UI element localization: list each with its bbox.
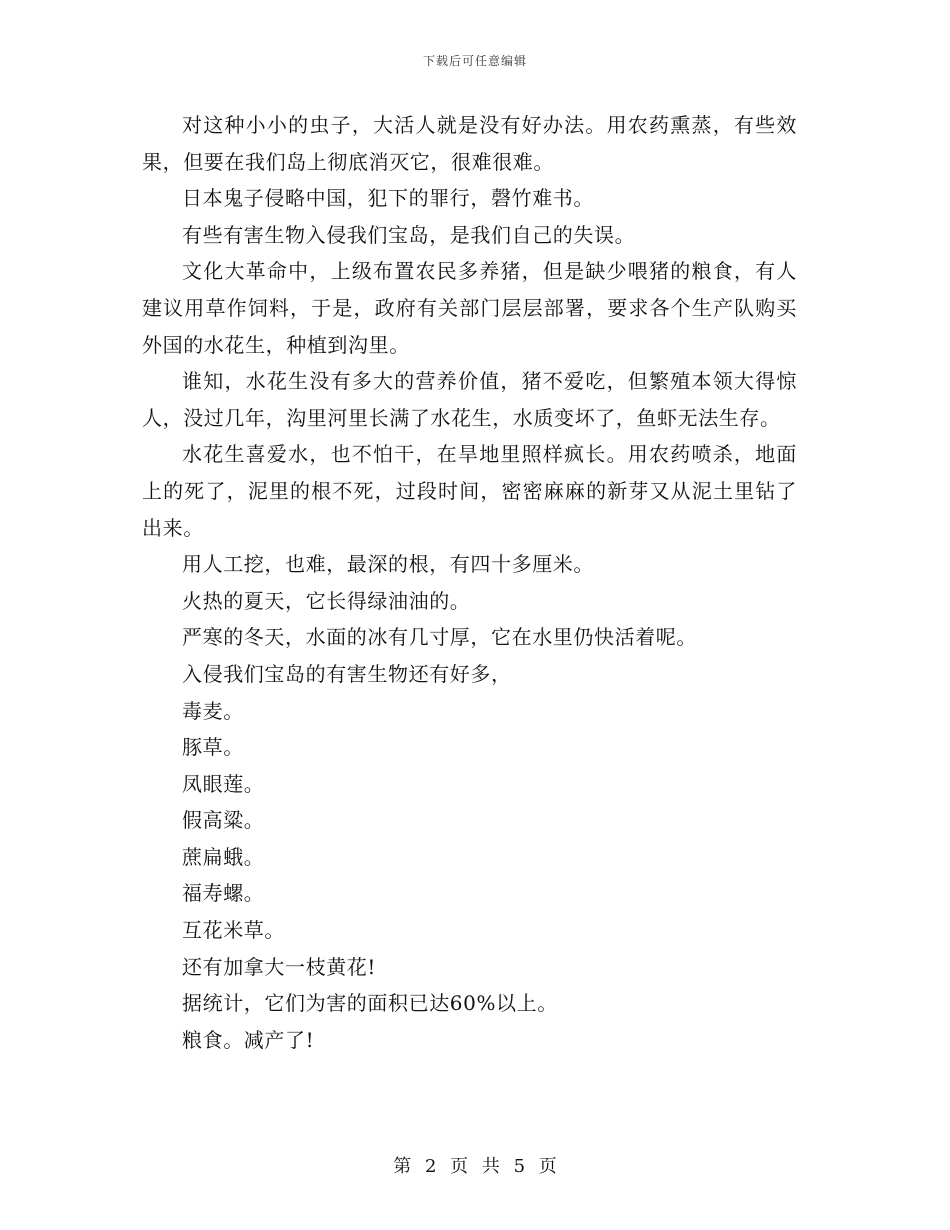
paragraph: 据统计，它们为害的面积已达60%以上。 [182,991,558,1016]
paragraph: 火热的夏天，它长得绿油油的。 [182,588,471,613]
paragraph: 粮食。减产了! [182,1027,315,1052]
paragraph: 用人工挖，也难，最深的根，有四十多厘米。 [182,552,594,577]
page-label-suffix: 页 [538,1156,557,1177]
paragraph: 互花米草。 [182,918,285,943]
page-footer [0,1152,950,1178]
paragraph: 豚草。 [182,735,244,760]
paragraph: 严寒的冬天，水面的冰有几寸厚，它在水里仍快活着呢。 [182,625,697,650]
paragraph: 有些有害生物入侵我们宝岛，是我们自己的失误。 [182,222,636,247]
paragraph: 入侵我们宝岛的有害生物还有好多， [182,661,512,686]
page-label-mid: 页 [450,1156,469,1177]
paragraph: 假高粱。 [182,808,265,833]
document-body [142,107,797,1058]
paragraph: 水花生喜爱水，也不怕干，在旱地里照样疯长。用农药喷杀，地面上的死了，泥里的根不死，过段时间，密密麻麻的新芽又从泥土里钻了出来。 [142,442,797,540]
paragraph: 凤眼莲。 [182,771,265,796]
total-pages-number: 5 [513,1156,526,1177]
paragraph: 谁知，水花生没有多大的营养价值，猪不爱吃，但繁殖本领大得惊人，没过几年，沟里河里长满了水花生，水质变坏了，鱼虾无法生存。 [142,369,797,430]
paragraph: 福寿螺。 [182,881,265,906]
page-label-prefix: 第 [393,1156,412,1177]
paragraph: 文化大革命中，上级布置农民多养猪，但是缺少喂猪的粮食，有人建议用草作饲料，于是，政府有关部门层层部署，要求各个生产队购买外国的水花生，种植到沟里。 [142,259,797,357]
paragraph: 毒麦。 [182,698,244,723]
total-label: 共 [481,1156,500,1177]
paragraph: 日本鬼子侵略中国，犯下的罪行，磬竹难书。 [182,186,594,211]
page-header: 下载后可任意编辑 [422,54,527,68]
paragraph: 对这种小小的虫子，大活人就是没有好办法。用农药熏蒸，有些效果，但要在我们岛上彻底消灭它，很难很难。 [142,113,797,174]
paragraph: 蔗扁蛾。 [182,844,265,869]
paragraph: 还有加拿大一枝黄花! [182,954,377,979]
current-page-number: 2 [424,1156,437,1177]
